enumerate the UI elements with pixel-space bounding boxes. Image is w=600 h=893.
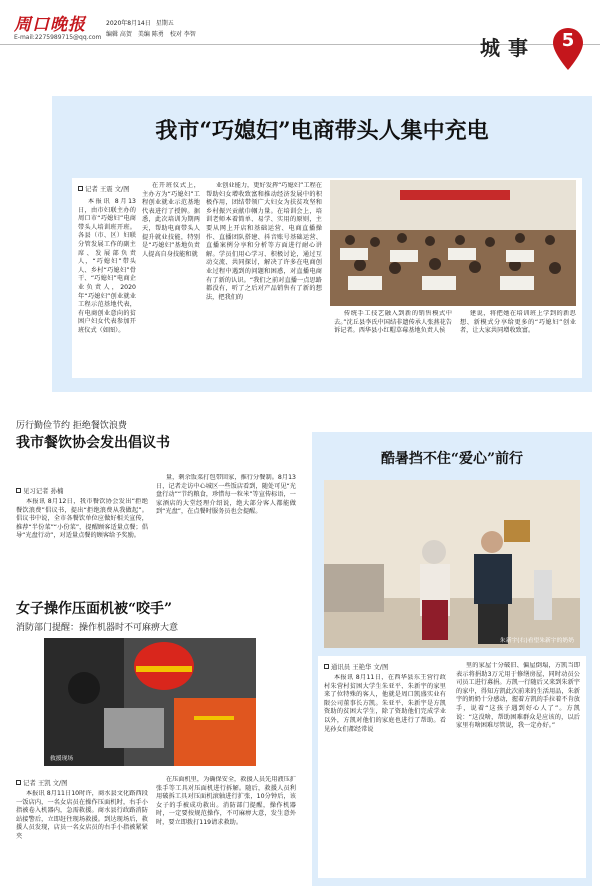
proofreader-credit: 校对 李智 (169, 31, 196, 38)
story4-byline (324, 662, 388, 671)
issue-weekday: 星期五 (155, 20, 174, 27)
issue-info (106, 18, 174, 27)
main-byline-text: 记者 王震 文/图 (85, 185, 130, 193)
charity-photo-caption: 朱新宇(右)看望朱新宇的奶奶 (499, 638, 574, 644)
main-col5-text: 建说，将把她在培训班上学到的新思想、新模式分享给更多的“巧媳妇”创业者，让大家共同增收致富。 (460, 310, 576, 335)
page-number: 5 (561, 30, 575, 51)
story2-headline: 我市餐饮协会发出倡议书 (16, 435, 170, 451)
story3-headline: 女子操作压面机被“咬手” (16, 601, 173, 617)
main-col5 (460, 310, 576, 374)
main-col1 (78, 198, 136, 374)
main-col2-text: 在开班仪式上，主办方为“巧媳妇”工程创业就业示范基地代表进行了授牌。据悉，此次培训为期两天，帮助电商带头人提升就业技能，特别是“巧媳妇”基地负责人提高自身技能和就 (142, 182, 200, 258)
story2-col1-text: 本报讯 8月12日，我市餐饮协会发出“拒绝餐饮浪费”倡议书，提出“拒绝浪费从我做起”。倡议书中说，全市各餐饮单位应做好相关宣传，推荐“半份菜”“小份菜”，提醒顾客适量点餐；倡导“光盘行动”，对适量点餐的顾客给予奖励。 (16, 498, 148, 540)
main-byline (78, 184, 130, 193)
story4-col1 (324, 674, 446, 874)
story3-subhead: 消防部门提醒：操作机器时不可麻痹大意 (16, 623, 179, 633)
designer-credit: 美编 陈勇 (137, 31, 164, 38)
story3-col1 (16, 790, 148, 886)
byline-box-icon (16, 780, 21, 785)
story3-col2 (156, 776, 296, 886)
story2-col1 (16, 498, 148, 558)
story3-col2-text: 在压面机里，为确保安全，救援人员先用液压扩张手等工具对压面机进行拆解。随后，救援人员利用破拆工具对压面机滚轴进行扩张，10分钟后，该女子的手被成功救出。消防部门提醒，操作机器时，一定要按规范操作，不可麻痹大意，发生意外时，要立即拨打119请求救助。 (156, 776, 296, 826)
story2-byline-text: 见习记者 孙楠 (23, 487, 64, 495)
main-headline: 我市“巧媳妇”电商带头人集中充电 (155, 118, 489, 144)
charity-photo (324, 480, 580, 648)
story2-byline (16, 486, 63, 495)
charity-photo-art (324, 480, 580, 648)
story4-body (318, 656, 586, 878)
story2-col2-text: 量，剩余饭菜打包带回家，推行分餐制。8月13日，记者走访中心城区一些饭店看到，随处可见“光盘行动”“节约粮食，珍惜每一粒米”等宣传标语，一家酒店的大堂经理介绍说，绝大部分客人都能做到“光盘”，在点餐时服务员也会提醒。 (156, 474, 296, 516)
story3-byline (16, 778, 68, 787)
story-dining (10, 418, 300, 558)
story2-col2 (156, 474, 296, 558)
story4-byline-text: 通讯员 王艳华 文/图 (331, 663, 389, 671)
section-name: 城事 (480, 36, 536, 60)
rescue-photo-caption: 救援现场 (50, 756, 74, 762)
email: E-mail:2275989715@qq.com (14, 34, 102, 41)
main-col3 (206, 182, 322, 374)
main-story-body (72, 178, 582, 378)
story4-headline: 酷暑挡不住“爱心”前行 (380, 451, 524, 467)
training-photo-art (330, 180, 576, 306)
main-col2 (142, 182, 200, 374)
byline-box-icon (16, 488, 21, 493)
story3-col1-text: 本报讯 8月11日10时许，商水县文化路西段一饭店内，一名女店员在操作压面机时，右手小指被卷入机器内，急需救援。商水县行政路消防站接警后，立即赶往现场救援。到达现场后，救援人员发现，店员一名女店员的右手小指被紧紧夹 (16, 790, 148, 840)
issue-date: 2020年8月14日 (106, 20, 151, 27)
training-photo (330, 180, 576, 306)
story-charity (312, 432, 592, 886)
story2-kicker: 厉行勤俭节约 拒绝餐饮浪费 (16, 421, 127, 431)
rescue-photo (44, 638, 256, 766)
paper-name: 周口晚报 (14, 15, 86, 35)
rescue-photo-art (44, 638, 256, 766)
story3-byline-text: 记者 王凯 文/图 (23, 779, 68, 787)
main-col3-text: 业创业能力，更好发挥“巧媳妇”工程在帮助妇女增收致富和推动经济发展中的积极作用，团结带领广大妇女为扶贫攻坚和乡村振兴贡献巾帼力量。在培训会上，培训老师本着简单、易学、实用的原则，主要从网上开店和基础运营、电商直播操作、直播团队搭建、抖音账号基础运营、直播案例分享和分析等方面进行耐心讲解。学员们用心学习、积极讨论，通过互动交流、共同探讨，解决了许多在电商创业过程中遇到的问题和困惑，对直播电商有了新的认识。“我们之前对直播一点思路都没有，听了之后对产品销售有了新的想法，把我们的 (206, 182, 322, 301)
masthead (0, 0, 600, 78)
story4-col2-text: 里的家屋十分破旧、偏屋倒塌，方凯当即表示将捐助3万元用于修缮房屋，同时动员公司员工进行募捐。方凯一行随后又来到朱新宇的家中，得知方凯此次前来的生活用品，朱新宇的奶奶十分感动，握着方凯的手拉着不肯放手，说着“这孩子遇到好心人了”。方凯说：“这没啥，帮助困难群众是应该的，以后家里有啥困难尽管说，我一定办好。” (456, 662, 580, 730)
main-col4 (334, 310, 452, 374)
staff-credits (106, 29, 196, 38)
main-col4-text: 传统手工技艺融入到新的销售模式中去。”沈丘县李氏中国结非遗传承人张燕花告诉记者。西华县小红帽草莓基地负责人侯 (334, 310, 452, 335)
byline-box-icon (78, 186, 83, 191)
main-col1-text: 本报讯 8月13日，由市妇联主办的周口市“巧媳妇”电商带头人培训班开班。各县（市、区）妇联分管发展工作的副主席、发展部负责人，“巧媳妇”带头人、乡村“巧媳妇”骨干、“巧媳妇”电商企业负责人，2020年“巧媳妇”创业就业工程示范基地代表，有电商创业意向的贫困户妇女代表参加开班仪式（如图）。 (78, 198, 136, 334)
story-fire-rescue (10, 598, 300, 888)
story4-col2 (456, 662, 580, 874)
editor-credit: 编辑 高贺 (106, 31, 132, 38)
byline-box-icon (324, 664, 329, 669)
story4-col1-text: 本报讯 8月11日，在西华县东王营行政村朱营村贫困大学生朱亚平、朱新宇的家里来了位特殊的客人，他就是周口凯盛实业有限公司董事长方凯。朱亚平、朱新宇是方凯资助的贫困大学生，除了资助他们完成学业以外，方凯对他们的家庭也进行了帮助。看见孙女们都经常说 (324, 674, 446, 733)
